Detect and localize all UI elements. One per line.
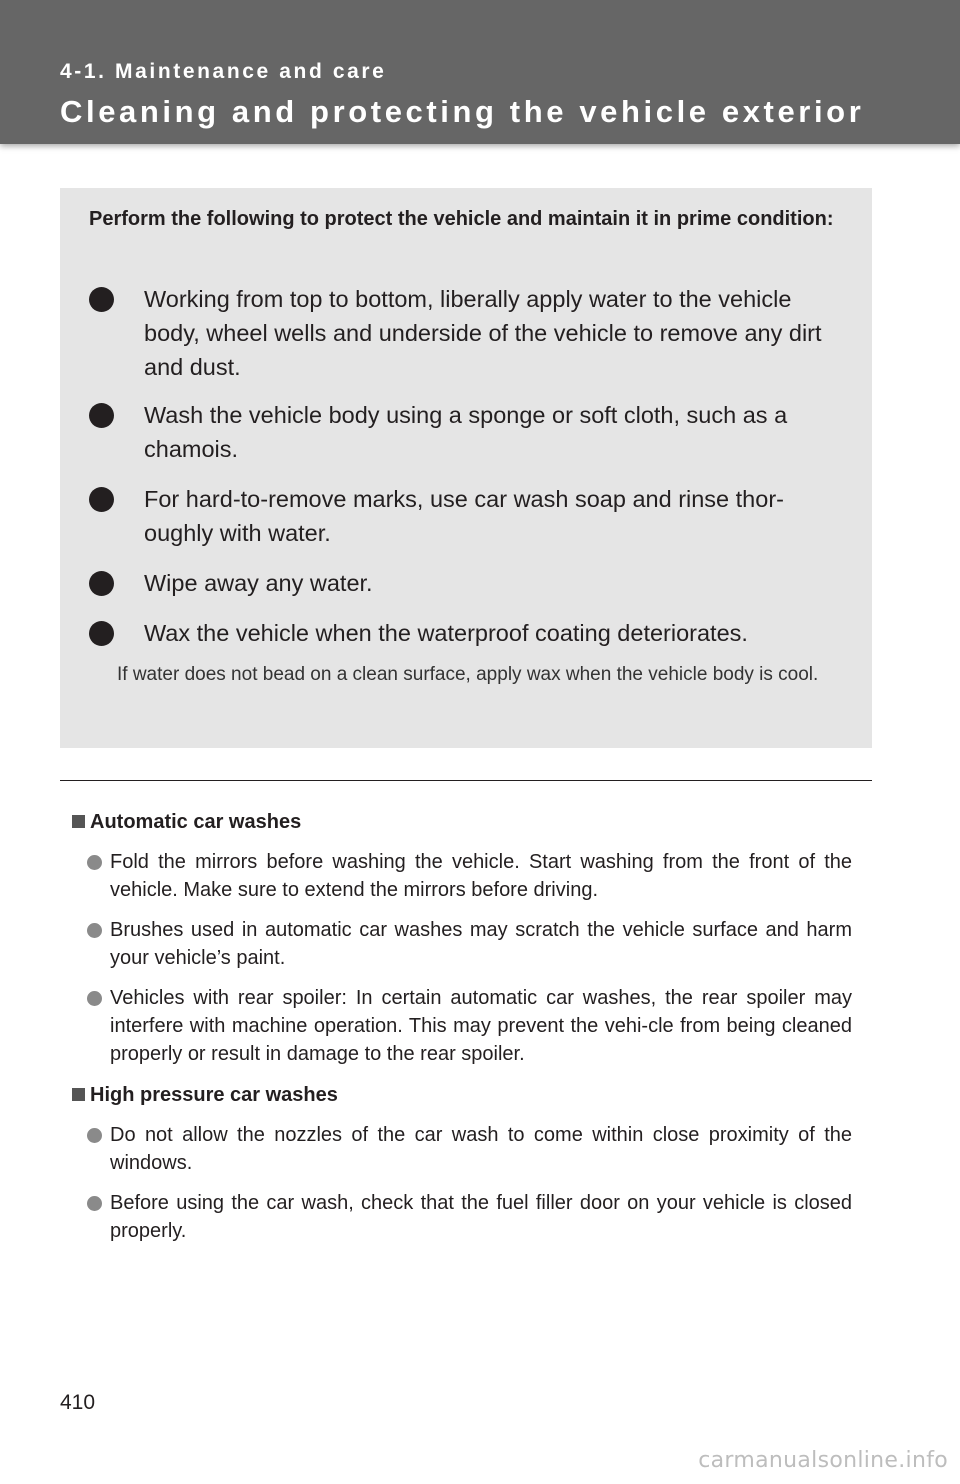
bullet-dot-icon	[87, 991, 102, 1006]
note-text: Fold the mirrors before washing the vehicle. Start washing from the front of the vehicle. Make sure to extend the mirrors before driving.	[110, 851, 852, 901]
bullet-text: Wax the vehicle when the waterproof coating deteriorates.	[144, 620, 748, 646]
divider	[60, 780, 872, 781]
page-number: 410	[60, 1391, 96, 1414]
note-heading-high-pressure	[72, 1081, 852, 1121]
note-text: Do not allow the nozzles of the car wash to come within close proximity of the windows.	[110, 1124, 852, 1174]
bullet-text: Wash the vehicle body using a sponge or soft cloth, such as a chamois.	[144, 402, 788, 462]
note-heading-automatic	[72, 808, 852, 848]
intro-bullet-list	[89, 282, 849, 662]
bullet-dot-icon	[89, 621, 114, 646]
bullet-text: Wipe away any water.	[144, 570, 373, 596]
notes-section	[72, 808, 852, 1245]
square-bullet-icon	[72, 1088, 85, 1101]
square-bullet-icon	[72, 815, 85, 828]
bullet-text: Working from top to bottom, liberally apply water to the vehicle body, wheel wells and underside of the vehicle to remove any dirt and dust.	[144, 286, 822, 380]
note-heading-text: Automatic car washes	[90, 811, 302, 833]
bullet-dot-icon	[87, 855, 102, 870]
list-item	[72, 848, 852, 916]
bullet-dot-icon	[87, 1128, 102, 1143]
bullet-dot-icon	[87, 1196, 102, 1211]
section-label: 4-1. Maintenance and care	[60, 60, 387, 83]
bullet-text: For hard-to-remove marks, use car wash soap and rinse thor-oughly with water.	[144, 486, 784, 546]
list-item	[72, 1189, 852, 1245]
list-item	[89, 398, 849, 482]
bullet-dot-icon	[89, 571, 114, 596]
bullet-dot-icon	[89, 487, 114, 512]
bullet-dot-icon	[89, 403, 114, 428]
page-header	[0, 0, 960, 144]
bullet-dot-icon	[87, 923, 102, 938]
note-text: Before using the car wash, check that the fuel filler door on your vehicle is closed properly.	[110, 1192, 852, 1242]
intro-text: Perform the following to protect the vehicle and maintain it in prime condition:	[89, 208, 834, 230]
note-heading-text: High pressure car washes	[90, 1084, 338, 1106]
list-item	[72, 1121, 852, 1189]
list-item	[89, 482, 849, 566]
list-item	[89, 616, 849, 662]
note-text: Vehicles with rear spoiler: In certain automatic car washes, the rear spoiler may interfere with machine operation. This may prevent the vehi-cle from being cleaned properly or result in damage to the rear spoiler.	[110, 987, 852, 1065]
page-title: Cleaning and protecting the vehicle exterior	[60, 94, 865, 129]
list-item	[72, 916, 852, 984]
list-item	[89, 566, 849, 616]
list-item	[72, 984, 852, 1081]
watermark: carmanualsonline.info	[698, 1448, 948, 1473]
note-text: Brushes used in automatic car washes may scratch the vehicle surface and harm your vehicle’s paint.	[110, 919, 852, 969]
intro-box	[60, 188, 872, 748]
list-item	[89, 282, 849, 398]
bullet-dot-icon	[89, 287, 114, 312]
wax-note: If water does not bead on a clean surface, apply wax when the vehicle body is cool.	[117, 664, 819, 685]
